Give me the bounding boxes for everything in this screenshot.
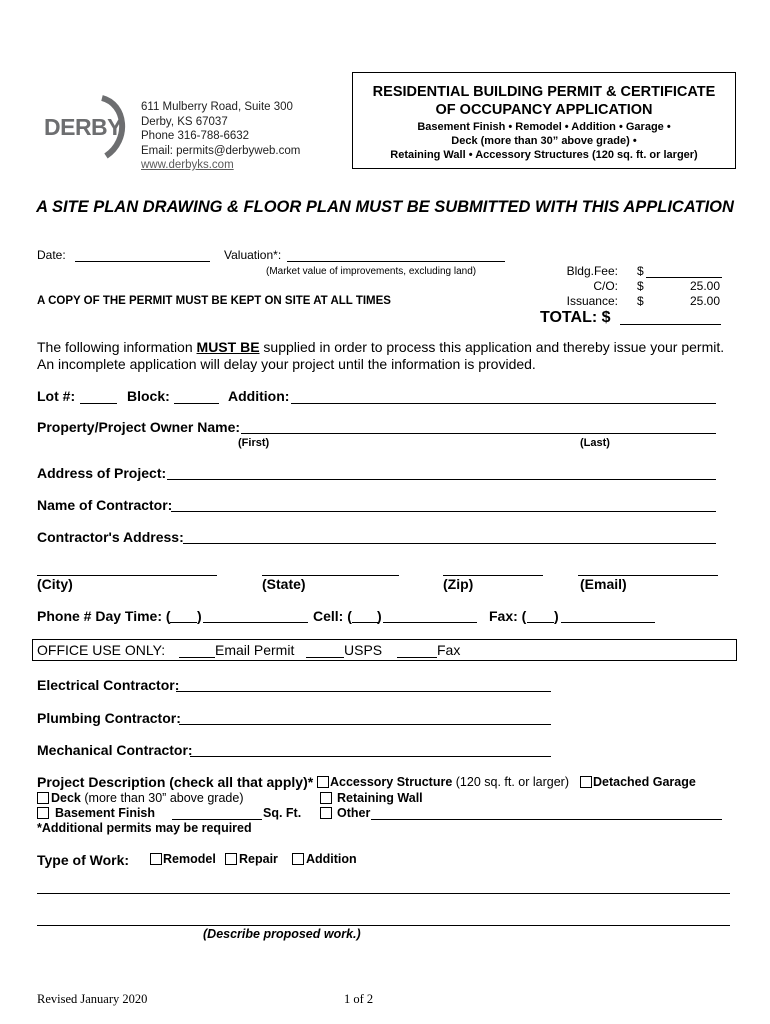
other-description-field[interactable] <box>371 819 722 820</box>
deck-label: Deck <box>51 791 81 805</box>
sqft-label: Sq. Ft. <box>263 806 302 820</box>
project-address-field[interactable] <box>167 479 716 480</box>
repair-label: Repair <box>239 852 278 866</box>
form-title-box <box>352 72 736 169</box>
basement-finish-checkbox[interactable] <box>37 807 49 819</box>
valuation-label: Valuation*: <box>224 248 282 262</box>
plumbing-contractor-field[interactable] <box>179 724 551 725</box>
usps-blank[interactable] <box>306 657 344 658</box>
addition-checkbox[interactable] <box>292 853 304 865</box>
owner-name-field[interactable] <box>241 433 716 434</box>
deck-note: (more than 30” above grade) <box>80 791 244 805</box>
scope-line2: Deck (more than 30” above grade) • <box>451 135 637 147</box>
fax-number-field[interactable] <box>561 622 655 623</box>
bldg-fee-currency: $ <box>637 264 644 278</box>
copy-on-site-notice: A COPY OF THE PERMIT MUST BE KEPT ON SITE AT ALL TIMES <box>37 295 391 307</box>
logo-arc-icon <box>96 94 136 160</box>
issuance-fee-label: Issuance: <box>566 294 618 308</box>
website-link[interactable]: www.derbyks.com <box>141 159 234 171</box>
owner-name-label: Property/Project Owner Name: <box>37 419 241 435</box>
city-address-block <box>141 100 300 173</box>
email-caption: (Email) <box>580 576 627 592</box>
deck-option <box>51 791 243 805</box>
issuance-fee-value: 25.00 <box>689 294 720 308</box>
last-name-caption: (Last) <box>580 437 610 449</box>
block-label: Block: <box>127 388 170 404</box>
bldg-fee-label: Bldg.Fee: <box>566 264 618 278</box>
cell-paren: ) <box>377 608 382 624</box>
project-address-label: Address of Project: <box>37 465 167 481</box>
email-permit-blank[interactable] <box>179 657 215 658</box>
email-line[interactable]: Email: permits@derbyweb.com <box>141 144 301 157</box>
issuance-fee-currency: $ <box>637 294 644 308</box>
plumbing-contractor-label: Plumbing Contractor: <box>37 710 181 726</box>
remodel-checkbox[interactable] <box>150 853 162 865</box>
basement-sqft-field[interactable] <box>172 819 262 820</box>
form-title-line1: RESIDENTIAL BUILDING PERMIT & CERTIFICATE <box>372 84 716 100</box>
electrical-contractor-label: Electrical Contractor: <box>37 677 180 693</box>
lot-label: Lot #: <box>37 388 76 404</box>
describe-work-caption: (Describe proposed work.) <box>203 927 361 941</box>
additional-permits-note: *Additional permits may be required <box>37 821 252 835</box>
accessory-structure-option <box>330 775 569 789</box>
fax-area-code-field[interactable] <box>527 622 554 623</box>
remodel-label: Remodel <box>163 852 216 866</box>
addition-field[interactable] <box>291 403 716 404</box>
email-permit-option: Email Permit <box>215 642 295 658</box>
office-use-label: OFFICE USE ONLY: <box>37 642 166 658</box>
project-description-label: Project Description (check all that apply)* <box>37 774 314 790</box>
accessory-structure-checkbox[interactable] <box>317 776 329 788</box>
first-name-caption: (First) <box>238 437 270 449</box>
derby-logo <box>44 94 134 160</box>
accessory-structure-note: (120 sq. ft. or larger) <box>452 775 569 789</box>
detached-garage-checkbox[interactable] <box>580 776 592 788</box>
office-use-box <box>32 639 737 661</box>
date-label: Date: <box>37 248 66 262</box>
zip-caption: (Zip) <box>443 576 474 592</box>
scope-line1: Basement Finish • Remodel • Addition • Garage • <box>417 121 671 133</box>
contractor-name-field[interactable] <box>171 511 716 512</box>
other-checkbox[interactable] <box>320 807 332 819</box>
retaining-wall-label: Retaining Wall <box>337 791 423 805</box>
daytime-phone-paren: ) <box>197 608 202 624</box>
contractor-address-field[interactable] <box>183 543 716 544</box>
total-field[interactable] <box>620 324 721 325</box>
city-caption: (City) <box>37 576 73 592</box>
contractor-address-label: Contractor's Address: <box>37 529 184 545</box>
co-fee-label: C/O: <box>593 279 618 293</box>
phone-line: Phone 316-788-6632 <box>141 130 250 142</box>
daytime-phone-label: Phone # Day Time: ( <box>37 608 171 624</box>
repair-checkbox[interactable] <box>225 853 237 865</box>
address-line-2: Derby, KS 67037 <box>141 115 228 128</box>
scope-line3: Retaining Wall • Accessory Structures (120 sq. ft. or larger) <box>390 149 698 161</box>
daytime-phone-field[interactable] <box>203 622 308 623</box>
deck-checkbox[interactable] <box>37 792 49 804</box>
instructions-pre: The following information <box>37 339 197 355</box>
basement-finish-label: Basement Finish <box>55 806 156 820</box>
daytime-area-code-field[interactable] <box>170 622 197 623</box>
revision-date: Revised January 2020 <box>37 992 148 1006</box>
usps-option: USPS <box>344 642 383 658</box>
other-label: Other <box>337 806 371 820</box>
work-description-line-1[interactable] <box>37 893 730 894</box>
lot-field[interactable] <box>80 403 117 404</box>
cell-label: Cell: ( <box>313 608 352 624</box>
instructions-emphasis: MUST BE <box>196 339 260 355</box>
fax-label: Fax: ( <box>489 608 527 624</box>
mechanical-contractor-field[interactable] <box>190 756 551 757</box>
form-title-line2: OF OCCUPANCY APPLICATION <box>435 102 653 118</box>
co-fee-value: 25.00 <box>689 279 720 293</box>
cell-phone-field[interactable] <box>383 622 477 623</box>
work-description-line-2[interactable] <box>37 925 730 926</box>
state-caption: (State) <box>262 576 306 592</box>
electrical-contractor-field[interactable] <box>176 691 551 692</box>
addition-label: Addition: <box>228 388 290 404</box>
type-of-work-label: Type of Work: <box>37 852 130 868</box>
addition-work-label: Addition <box>306 852 357 866</box>
fax-option: Fax <box>437 642 461 658</box>
instructions-post: supplied in order to process this application and thereby issue your permit. An incomplete application will delay your project until the information is provided. <box>37 339 725 372</box>
block-field[interactable] <box>174 403 219 404</box>
valuation-field[interactable] <box>287 261 505 262</box>
date-field[interactable] <box>75 261 210 262</box>
valuation-note: (Market value of improvements, excluding land) <box>266 266 477 277</box>
mechanical-contractor-label: Mechanical Contractor: <box>37 742 193 758</box>
detached-garage-label: Detached Garage <box>593 775 696 789</box>
bldg-fee-field[interactable] <box>646 277 722 278</box>
instructions-paragraph <box>37 339 742 373</box>
contractor-name-label: Name of Contractor: <box>37 497 173 513</box>
cell-area-code-field[interactable] <box>352 622 378 623</box>
co-fee-currency: $ <box>637 279 644 293</box>
address-line-1: 611 Mulberry Road, Suite 300 <box>141 101 293 113</box>
accessory-structure-label: Accessory Structure <box>330 775 453 789</box>
fax-paren: ) <box>554 608 559 624</box>
retaining-wall-checkbox[interactable] <box>320 792 332 804</box>
fax-blank[interactable] <box>397 657 437 658</box>
site-plan-banner: A SITE PLAN DRAWING & FLOOR PLAN MUST BE SUBMITTED WITH THIS APPLICATION <box>36 198 734 216</box>
total-label: TOTAL: $ <box>540 309 611 326</box>
page-number: 1 of 2 <box>344 992 374 1006</box>
logo-wordmark: DERBY <box>44 114 123 140</box>
